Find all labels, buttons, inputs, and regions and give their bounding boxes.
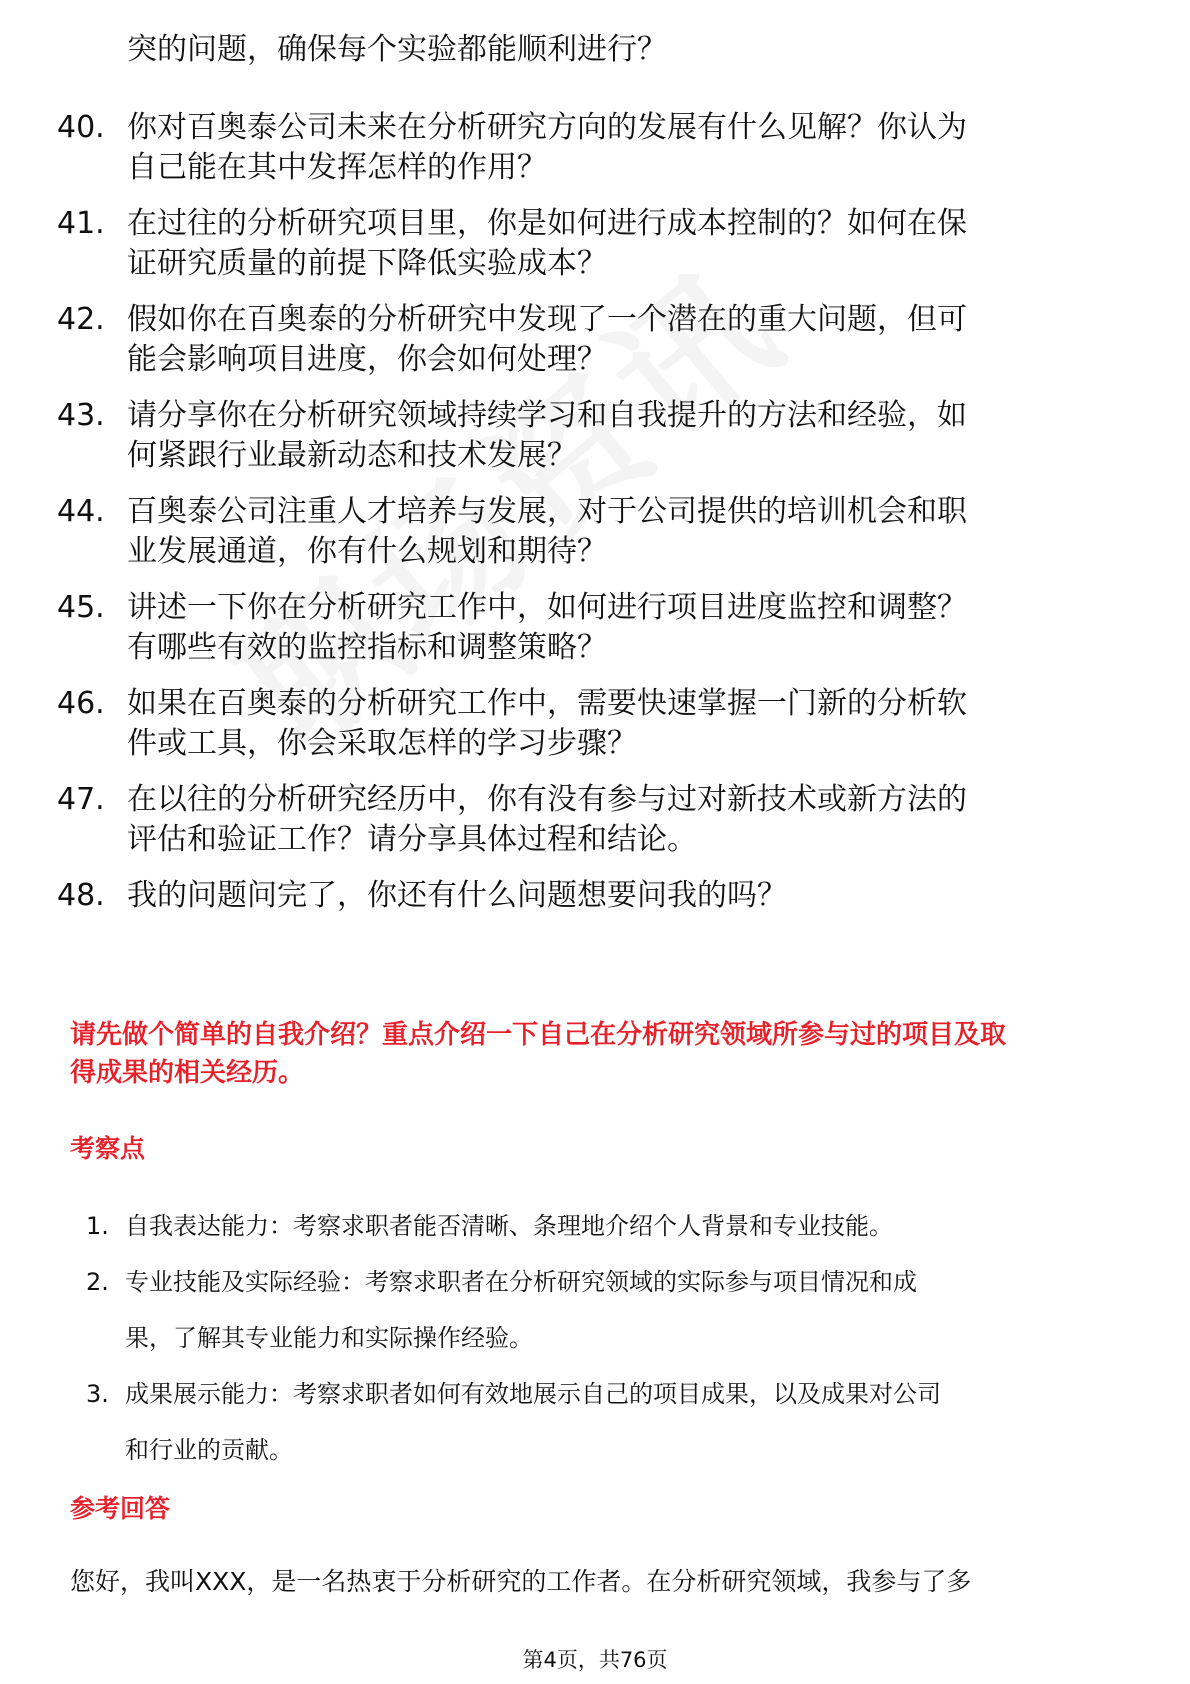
question-line: 在以往的分析研究经历中，你有没有参与过对新技术或新方法的 [127,782,967,817]
section-title-answer: 参考回答 [70,1494,171,1523]
question-line: 件或工具，你会采取怎样的学习步骤？ [127,726,637,761]
question-text [127,300,1127,380]
point-line: 专业技能及实际经验：考察求职者在分析研究领域的实际参与项目情况和成 [125,1268,917,1296]
question-line: 我的问题问完了，你还有什么问题想要问我的吗？ [127,878,787,913]
question-text [127,108,1127,188]
question-line: 能会影响项目进度，你会如何处理？ [127,342,607,377]
question-text [127,876,1127,916]
question-text [127,588,1127,668]
question-number: 47. [57,782,105,817]
point-text [125,1254,1115,1366]
question-number: 45. [57,590,105,625]
question-line: 何紧跟行业最新动态和技术发展？ [127,438,577,473]
question-line: 证研究质量的前提下降低实验成本？ [127,246,607,281]
question-text [127,684,1127,764]
question-line: 业发展通道，你有什么规划和期待？ [127,534,607,569]
featured-question-line: 得成果的相关经历。 [70,1058,305,1088]
point-text [125,1198,1115,1254]
question-text [127,492,1127,572]
question-text [127,396,1127,476]
question-line: 自己能在其中发挥怎样的作用？ [127,150,547,185]
point-line: 自我表达能力：考察求职者能否清晰、条理地介绍个人背景和专业技能。 [125,1212,893,1240]
page-footer: 第4页，共76页 [522,1648,668,1672]
question-text [127,780,1127,860]
question-line: 请分享你在分析研究领域持续学习和自我提升的方法和经验，如 [127,398,967,433]
question-line: 评估和验证工作？请分享具体过程和结论。 [127,822,697,857]
featured-question [70,1016,1130,1092]
point-line: 果，了解其专业能力和实际操作经验。 [125,1324,533,1352]
question-number: 44. [57,494,105,529]
point-number: 1. [86,1212,109,1240]
question-number: 48. [57,878,105,913]
point-line: 成果展示能力：考察求职者如何有效地展示自己的项目成果，以及成果对公司 [125,1380,941,1408]
question-continuation: 突的问题，确保每个实验都能顺利进行？ [127,32,667,67]
section-title-points: 考察点 [70,1134,146,1163]
answer-paragraph: 您好，我叫XXX，是一名热衷于分析研究的工作者。在分析研究领域，我参与了多 [70,1567,972,1596]
featured-question-line: 请先做个简单的自我介绍？重点介绍一下自己在分析研究领域所参与过的项目及取 [70,1020,1007,1050]
question-line: 讲述一下你在分析研究工作中，如何进行项目进度监控和调整？ [127,590,967,625]
point-number: 2. [86,1268,109,1296]
question-line: 如果在百奥泰的分析研究工作中，需要快速掌握一门新的分析软 [127,686,967,721]
question-number: 46. [57,686,105,721]
question-line: 有哪些有效的监控指标和调整策略？ [127,630,607,665]
point-line: 和行业的贡献。 [125,1436,293,1464]
question-number: 42. [57,302,105,337]
point-number: 3. [86,1380,109,1408]
point-text [125,1366,1115,1478]
question-number: 40. [57,110,105,145]
question-line: 假如你在百奥泰的分析研究中发现了一个潜在的重大问题，但可 [127,302,967,337]
question-line: 百奥泰公司注重人才培养与发展，对于公司提供的培训机会和职 [127,494,967,529]
question-line: 你对百奥泰公司未来在分析研究方向的发展有什么见解？你认为 [127,110,967,145]
question-text [127,204,1127,284]
question-number: 41. [57,206,105,241]
question-line: 在过往的分析研究项目里，你是如何进行成本控制的？如何在保 [127,206,967,241]
question-number: 43. [57,398,105,433]
